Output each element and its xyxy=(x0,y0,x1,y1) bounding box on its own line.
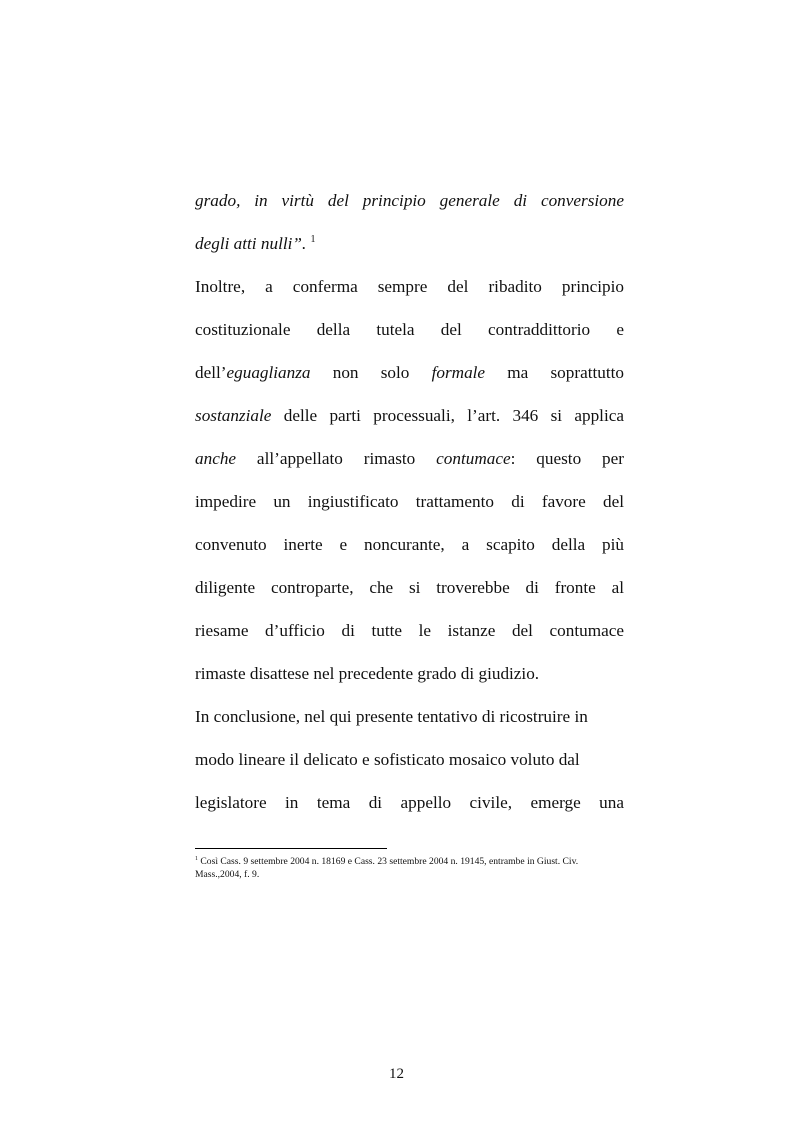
body-line-10: diligente controparte, che si troverebbe di fronte al xyxy=(195,578,624,597)
body-line-13: In conclusione, nel qui presente tentativo di ricostruire in xyxy=(195,707,588,726)
body-line-6-a: sostanziale xyxy=(195,406,272,425)
body-line-9: convenuto inerte e noncurante, a scapito della più xyxy=(195,535,624,554)
footnote-text-1: Così Cass. 9 settembre 2004 n. 18169 e Cass. 23 settembre 2004 n. 19145, entrambe in Giust. Civ. xyxy=(198,856,579,867)
body-line-2-text: degli atti nulli”. xyxy=(195,234,307,253)
body-line-5 xyxy=(195,362,624,384)
body-line-7-b: all’appellato rimasto xyxy=(236,449,437,468)
body-line-15: legislatore in tema di appello civile, emerge una xyxy=(195,793,624,812)
footnote-reference: 1 xyxy=(310,234,316,245)
footnote-line-2: Mass.,2004, f. 9. xyxy=(195,869,260,880)
footnote-marker: 1 xyxy=(195,856,198,862)
body-line-7-d: : questo per xyxy=(510,449,624,468)
body-line-14: modo lineare il delicato e sofisticato mosaico voluto dal xyxy=(195,750,580,769)
body-line-5-d: formale xyxy=(431,363,486,382)
body-line-11: riesame d’ufficio di tutte le istanze del contumace xyxy=(195,621,624,640)
body-line-3: Inoltre, a conferma sempre del ribadito principio xyxy=(195,277,624,296)
body-line-8: impedire un ingiustificato trattamento di favore del xyxy=(195,492,624,511)
body-line-1: grado, in virtù del principio generale di conversione xyxy=(195,191,624,210)
body-line-5-a: dell’ xyxy=(195,363,227,382)
footnote-line-1 xyxy=(195,855,625,868)
body-line-7-c: contumace xyxy=(436,449,511,468)
body-line-6 xyxy=(195,405,624,427)
body-line-7 xyxy=(195,448,624,470)
page-number: 12 xyxy=(389,1066,404,1082)
body-line-12: rimaste disattese nel precedente grado di giudizio. xyxy=(195,664,540,683)
body-line-7-a: anche xyxy=(195,449,237,468)
body-line-5-e: ma soprattutto xyxy=(485,363,624,382)
body-line-5-b: eguaglianza xyxy=(226,363,311,382)
body-line-6-b: delle parti processuali, l’art. 346 si applica xyxy=(271,406,624,425)
body-line-2 xyxy=(195,233,624,255)
body-line-4: costituzionale della tutela del contraddittorio e xyxy=(195,320,624,339)
footnote-separator xyxy=(195,848,387,849)
body-line-5-c: non solo xyxy=(310,363,432,382)
